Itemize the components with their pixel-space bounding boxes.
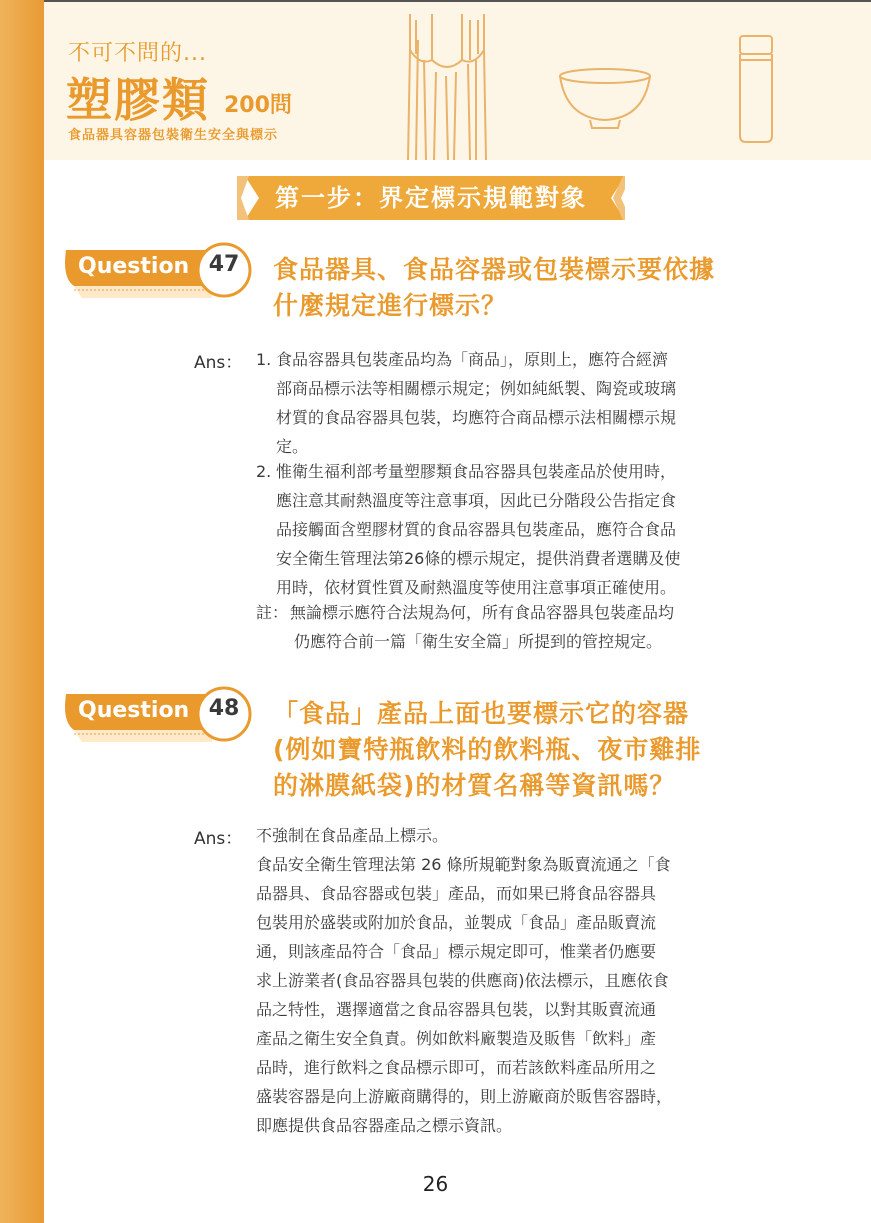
note-line: 仍應符合前一篇「衛生安全篇」所提到的管控規定。: [294, 632, 663, 651]
question-48-badge: [52, 684, 252, 756]
answer-item-2: [256, 457, 756, 602]
answer-line: 食品安全衛生管理法第 26 條所規範對象為販賣流通之「食: [256, 855, 671, 874]
step-banner: [237, 172, 625, 224]
bowl-icon: [556, 66, 654, 130]
answer-line: 品時，進行飲料之食品標示即可，而若該飲料產品所用之: [256, 1058, 657, 1077]
plastic-bag-icon: [404, 10, 490, 160]
answer-line: 定。: [276, 437, 309, 456]
header-subtitle: 食品器具容器包裝衛生安全與標示: [68, 128, 279, 143]
header-title-small: 不可不問的...: [68, 41, 207, 66]
answer-line: 部商品標示法等相關標示規定；例如純紙製、陶瓷或玻璃: [276, 379, 677, 398]
bottle-icon: [734, 32, 778, 144]
note-marker: 註：: [256, 603, 289, 622]
answer-line: 食品容器具包裝產品均為「商品」，原則上，應符合經濟: [276, 350, 669, 369]
answer-line: 品接觸面含塑膠材質的食品容器具包裝產品，應符合食品: [276, 520, 677, 539]
answer-line: 惟衛生福利部考量塑膠類食品容器具包裝產品於使用時，: [276, 462, 677, 481]
item-marker: 1.: [256, 350, 272, 369]
answer-line: 盛裝容器是向上游廠商購得的，則上游廠商於販售容器時，: [256, 1087, 673, 1106]
page-header: [44, 0, 871, 160]
question-title-line: 食品器具、食品容器或包裝標示要依據: [273, 255, 716, 284]
page-number: 26: [422, 1172, 449, 1196]
answer-label: Ans：: [194, 353, 243, 373]
answer-line: 求上游業者(食品容器具包裝的供應商)依法標示，且應依食: [256, 971, 669, 990]
question-number: 47: [208, 252, 240, 277]
answer-line: 安全衛生管理法第26條的標示規定，提供消費者選購及使: [276, 549, 681, 568]
answer-48-body: [256, 821, 756, 1140]
question-title-line: 的淋膜紙袋)的材質名稱等資訊嗎？: [273, 771, 676, 800]
question-title-line: (例如寶特瓶飲料的飲料瓶、夜市雞排: [273, 735, 702, 764]
answer-line: 產品之衛生安全負責。例如飲料廠製造及販售「飲料」產: [256, 1029, 657, 1048]
question-47-title: [273, 252, 773, 324]
question-number: 48: [208, 696, 240, 721]
header-title-num: 200問: [224, 93, 292, 118]
step-banner-text: 第一步：界定標示規範對象: [275, 184, 587, 212]
left-margin-bar: [0, 0, 44, 1223]
answer-line: 品器具、食品容器或包裝」產品，而如果已將食品容器具: [256, 884, 657, 903]
answer-line: 用時，依材質性質及耐熱溫度等使用注意事項正確使用。: [276, 578, 677, 597]
question-47-badge: [52, 240, 252, 312]
answer-label: Ans：: [194, 829, 243, 849]
answer-line: 品之特性，選擇適當之食品容器具包裝，以對其販賣流通: [256, 1000, 657, 1019]
header-title-big: 塑膠類: [66, 73, 210, 127]
answer-line: 應注意其耐熱溫度等注意事項，因此已分階段公告指定食: [276, 491, 677, 510]
answer-item-1: [256, 345, 756, 461]
question-title-line: 「食品」產品上面也要標示它的容器: [273, 699, 690, 728]
item-marker: 2.: [256, 462, 272, 481]
answer-note: [256, 598, 756, 656]
question-label: Question: [78, 698, 190, 723]
answer-line: 即應提供食品容器產品之標示資訊。: [256, 1116, 513, 1135]
question-48-title: [273, 696, 773, 804]
answer-line: 不強制在食品產品上標示。: [256, 826, 449, 845]
answer-line: 材質的食品容器具包裝，均應符合商品標示法相關標示規: [276, 408, 677, 427]
note-line: 無論標示應符合法規為何，所有食品容器具包裝產品均: [290, 603, 675, 622]
question-label: Question: [78, 254, 190, 279]
answer-line: 通，則該產品符合「食品」標示規定即可，惟業者仍應要: [256, 942, 657, 961]
question-title-line: 什麼規定進行標示？: [273, 291, 508, 320]
answer-line: 包裝用於盛裝或附加於食品，並製成「食品」產品販賣流: [256, 913, 657, 932]
